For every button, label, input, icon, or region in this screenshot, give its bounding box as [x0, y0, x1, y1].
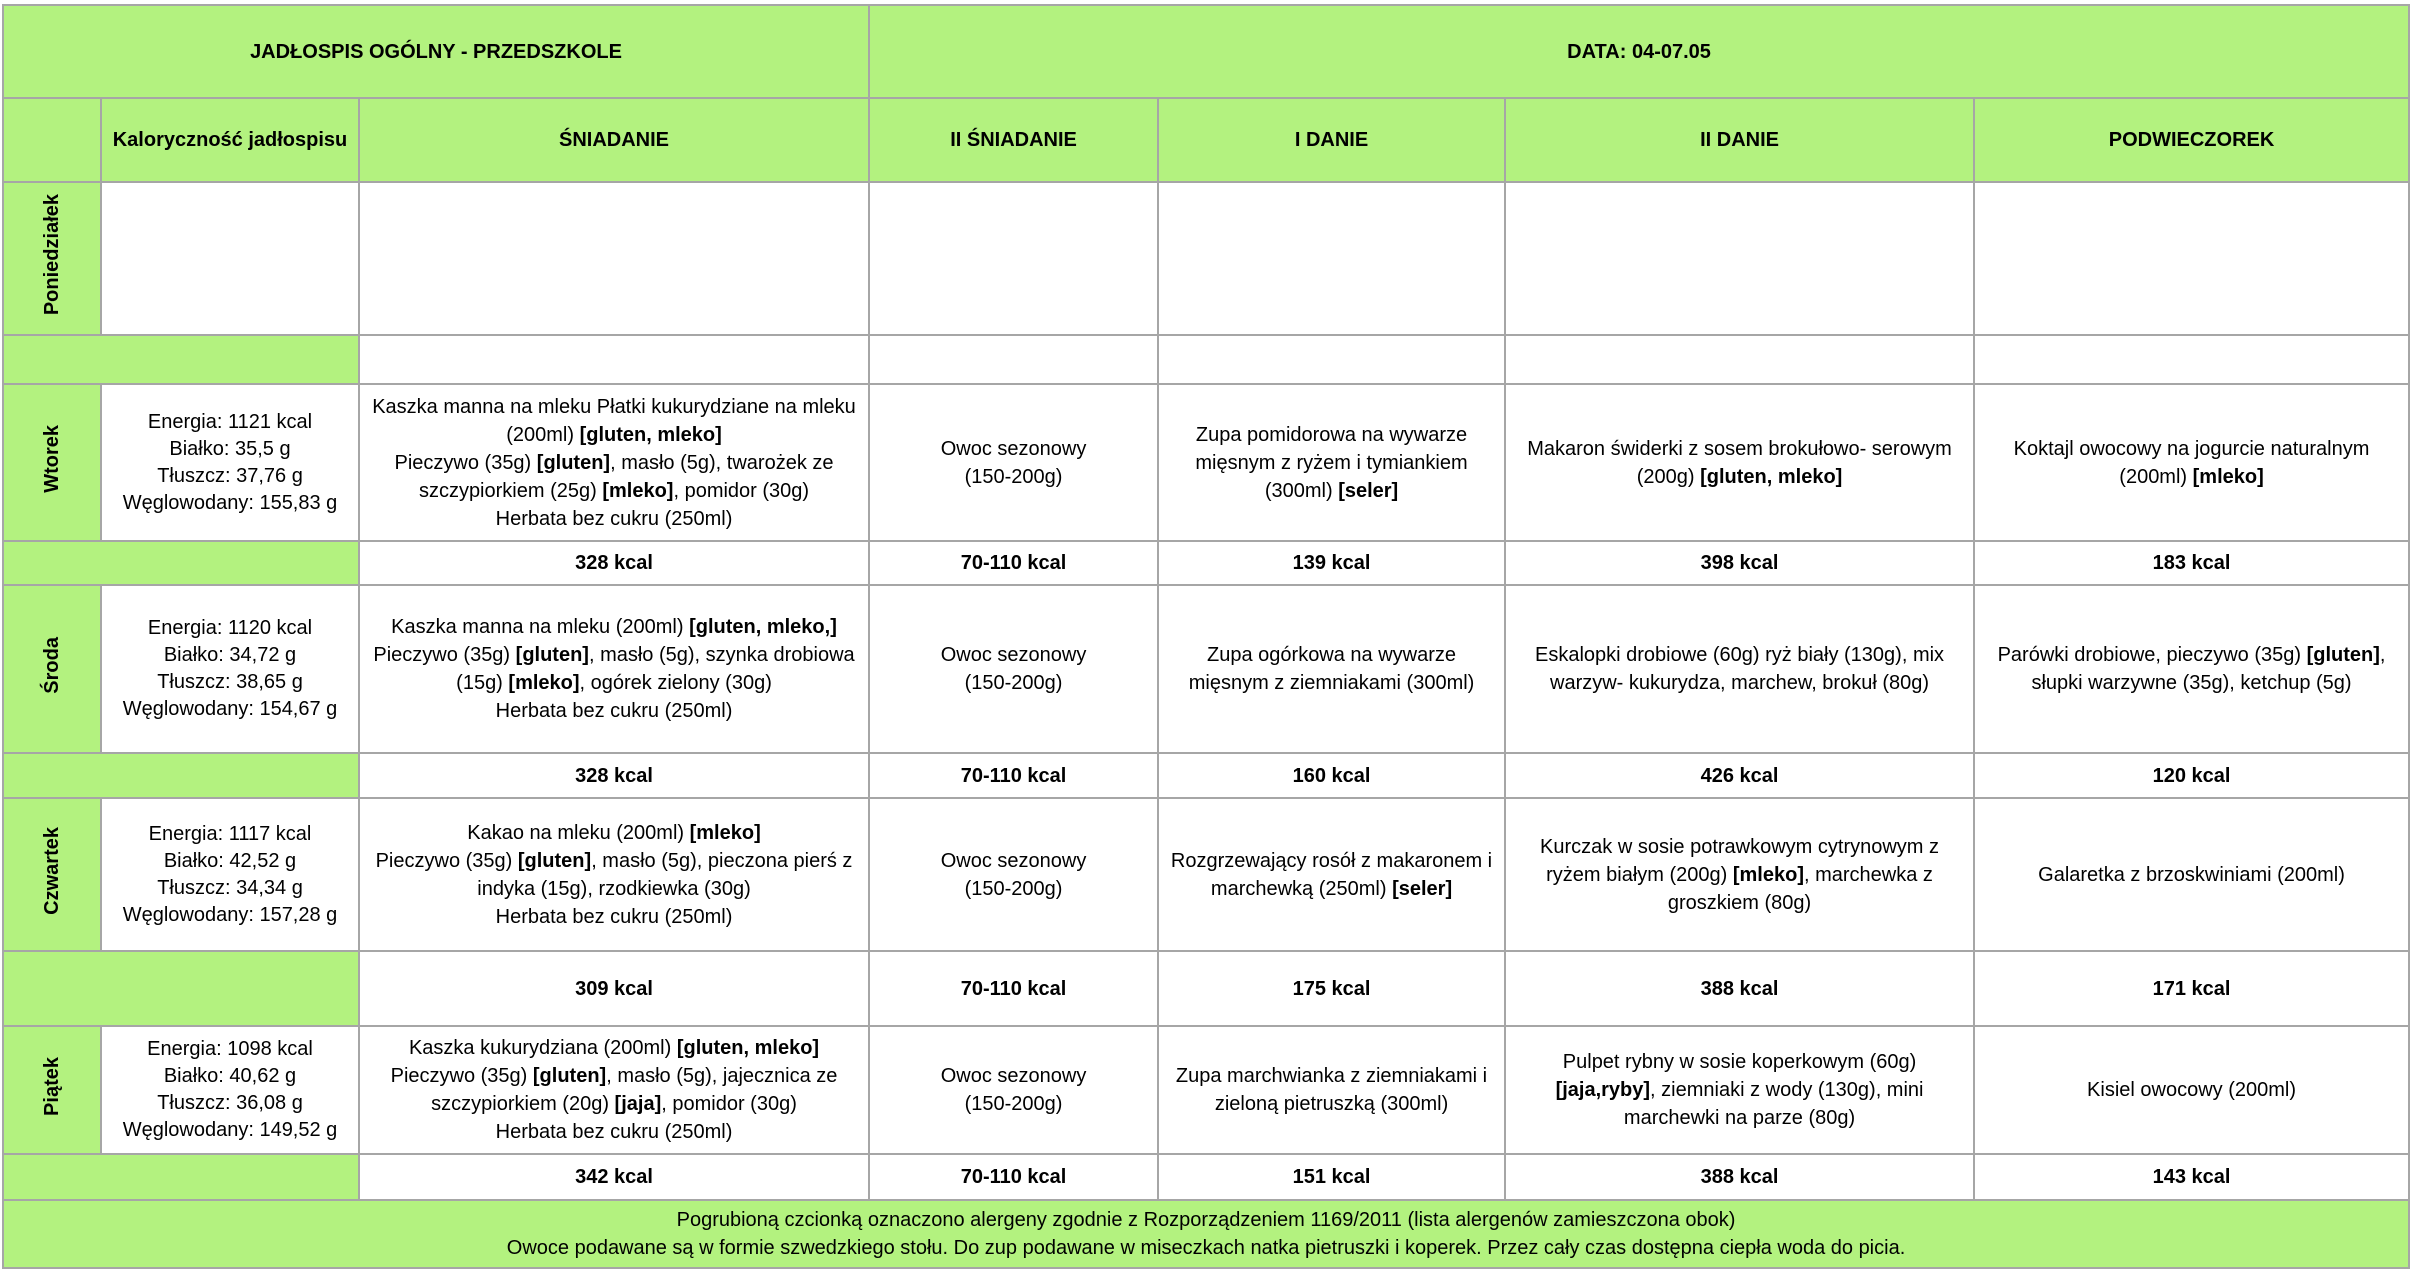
- friday-kcal-breakfast: 342 kcal: [359, 1154, 869, 1200]
- monday-kcal-second-course: [1505, 335, 1974, 384]
- tuesday-breakfast: Kaszka manna na mleku Płatki kukurydziane na mleku (200ml) [gluten, mleko] Pieczywo (35g) [gluten], masło (5g), twarożek ze szczypiorkiem (25g) [mleko], pomidor (30g) Herbata bez cukru (250ml): [359, 384, 869, 541]
- tuesday-kcal-second-course: 398 kcal: [1505, 541, 1974, 585]
- day-label-tuesday: Wtorek: [3, 384, 101, 541]
- day-label-monday: Poniedziałek: [3, 182, 101, 335]
- thursday-kcal-breakfast: 309 kcal: [359, 951, 869, 1026]
- allergen-tag: [gluten, mleko]: [579, 423, 722, 446]
- allergen-tag: [mleko]: [508, 672, 580, 694]
- nutrition-protein: Białko: 42,52 g: [163, 849, 297, 872]
- wednesday-kcal-snack: 120 kcal: [1974, 753, 2409, 798]
- col-header-second-course: II DANIE: [1505, 98, 1974, 182]
- friday-second-course: Pulpet rybny w sosie koperkowym (60g) [jaja,ryby], ziemniaki z wody (130g), mini marchewki na parze (80g): [1505, 1026, 1974, 1154]
- allergen-tag: [jaja]: [614, 1093, 662, 1115]
- friday-kcal-label: [3, 1154, 359, 1200]
- nutrition-fat: Tłuszcz: 38,65 g: [157, 671, 303, 693]
- tuesday-nutrition: [101, 384, 359, 541]
- friday-first-course: Zupa marchwianka z ziemniakami i zieloną pietruszką (300ml): [1158, 1026, 1505, 1154]
- friday-nutrition: [101, 1026, 359, 1154]
- tuesday-kcal-snack: 183 kcal: [1974, 541, 2409, 585]
- wednesday-kcal-breakfast: 328 kcal: [359, 753, 869, 798]
- menu-title: JADŁOSPIS OGÓLNY - PRZEDSZKOLE: [3, 5, 869, 98]
- menu-table: [2, 4, 2410, 1269]
- thursday-nutrition: [101, 798, 359, 951]
- nutrition-carbs: Węglowodany: 157,28 g: [122, 903, 338, 926]
- wednesday-kcal-label: [3, 753, 359, 798]
- allergen-tag: [seler]: [1338, 479, 1399, 502]
- monday-second-course: [1505, 182, 1974, 335]
- allergen-tag: [gluten, mleko]: [1700, 465, 1843, 488]
- allergen-tag: [gluten]: [517, 849, 592, 872]
- wednesday-breakfast: Kaszka manna na mleku (200ml) [gluten, mleko,] Pieczywo (35g) [gluten], masło (5g), szynka drobiowa (15g) [mleko], ogórek zielony (30g) Herbata bez cukru (250ml): [359, 585, 869, 753]
- allergen-tag: [jaja,ryby]: [1555, 1079, 1651, 1101]
- tuesday-kcal-second-breakfast: 70-110 kcal: [869, 541, 1158, 585]
- wednesday-first-course: Zupa ogórkowa na wywarze mięsnym z ziemniakami (300ml): [1158, 585, 1505, 753]
- tuesday-second-course: Makaron świderki z sosem brokułowo- serowym (200g) [gluten, mleko]: [1505, 384, 1974, 541]
- allergen-tag: [mleko]: [2192, 465, 2264, 488]
- allergen-tag: [gluten, mleko]: [676, 1037, 820, 1059]
- tuesday-kcal-breakfast: 328 kcal: [359, 541, 869, 585]
- wednesday-nutrition: [101, 585, 359, 753]
- nutrition-carbs: Węglowodany: 149,52 g: [122, 1119, 338, 1141]
- wednesday-second-course: Eskalopki drobiowe (60g) ryż biały (130g), mix warzyw- kukurydza, marchew, brokuł (80g): [1505, 585, 1974, 753]
- corner-cell: [3, 98, 101, 182]
- monday-kcal-label: [3, 335, 359, 384]
- thursday-kcal-label: [3, 951, 359, 1026]
- menu-date: DATA: 04-07.05: [869, 5, 2409, 98]
- wednesday-kcal-second-breakfast: 70-110 kcal: [869, 753, 1158, 798]
- monday-breakfast: [359, 182, 869, 335]
- nutrition-protein: Białko: 35,5 g: [169, 437, 291, 460]
- tuesday-kcal-first-course: 139 kcal: [1158, 541, 1505, 585]
- footer-notes: [3, 1200, 2409, 1268]
- allergen-tag: [mleko]: [1732, 863, 1804, 886]
- monday-kcal-second-breakfast: [869, 335, 1158, 384]
- day-label-friday: Piątek: [3, 1026, 101, 1154]
- thursday-kcal-second-breakfast: 70-110 kcal: [869, 951, 1158, 1026]
- tuesday-first-course: Zupa pomidorowa na wywarze mięsnym z ryżem i tymiankiem (300ml) [seler]: [1158, 384, 1505, 541]
- thursday-kcal-snack: 171 kcal: [1974, 951, 2409, 1026]
- tuesday-snack: Koktajl owocowy na jogurcie naturalnym (200ml) [mleko]: [1974, 384, 2409, 541]
- allergen-tag: [gluten]: [536, 451, 611, 474]
- wednesday-snack: Parówki drobiowe, pieczywo (35g) [gluten], słupki warzywne (35g), ketchup (5g): [1974, 585, 2409, 753]
- allergen-tag: [gluten, mleko,]: [689, 616, 837, 638]
- nutrition-energy: Energia: 1120 kcal: [147, 617, 313, 639]
- col-header-second-breakfast: II ŚNIADANIE: [869, 98, 1158, 182]
- tuesday-kcal-label: [3, 541, 359, 585]
- wednesday-kcal-first-course: 160 kcal: [1158, 753, 1505, 798]
- friday-breakfast: Kaszka kukurydziana (200ml) [gluten, mleko] Pieczywo (35g) [gluten], masło (5g), jajecznica ze szczypiorkiem (20g) [jaja], pomidor (30g) Herbata bez cukru (250ml): [359, 1026, 869, 1154]
- nutrition-energy: Energia: 1098 kcal: [147, 1038, 313, 1060]
- monday-kcal-breakfast: [359, 335, 869, 384]
- friday-second-breakfast: Owoc sezonowy (150-200g): [869, 1026, 1158, 1154]
- nutrition-fat: Tłuszcz: 36,08 g: [157, 1092, 303, 1114]
- nutrition-carbs: Węglowodany: 154,67 g: [122, 698, 338, 720]
- friday-kcal-snack: 143 kcal: [1974, 1154, 2409, 1200]
- monday-second-breakfast: [869, 182, 1158, 335]
- nutrition-carbs: Węglowodany: 155,83 g: [122, 491, 338, 514]
- allergen-tag: [gluten]: [532, 1065, 607, 1087]
- day-label-thursday: Czwartek: [3, 798, 101, 951]
- allergen-tag: [mleko]: [602, 479, 674, 502]
- col-header-snack: PODWIECZOREK: [1974, 98, 2409, 182]
- nutrition-fat: Tłuszcz: 34,34 g: [157, 876, 303, 899]
- day-label-wednesday: Środa: [3, 585, 101, 753]
- allergen-tag: [gluten]: [515, 644, 589, 666]
- monday-kcal-snack: [1974, 335, 2409, 384]
- tuesday-second-breakfast: Owoc sezonowy (150-200g): [869, 384, 1158, 541]
- friday-snack: Kisiel owocowy (200ml): [1974, 1026, 2409, 1154]
- thursday-first-course: Rozgrzewający rosół z makaronem i marchewką (250ml) [seler]: [1158, 798, 1505, 951]
- footer-info-note: Owoce podawane są w formie szwedzkiego stołu. Do zup podawane w miseczkach natka pietruszki i koperek. Przez cały czas dostępna ciepła woda do picia.: [506, 1237, 1906, 1259]
- col-header-breakfast: ŚNIADANIE: [359, 98, 869, 182]
- monday-first-course: [1158, 182, 1505, 335]
- friday-kcal-second-breakfast: 70-110 kcal: [869, 1154, 1158, 1200]
- friday-kcal-second-course: 388 kcal: [1505, 1154, 1974, 1200]
- nutrition-protein: Białko: 40,62 g: [163, 1065, 297, 1087]
- thursday-breakfast: Kakao na mleku (200ml) [mleko] Pieczywo (35g) [gluten], masło (5g), pieczona pierś z indyka (15g), rzodkiewka (30g) Herbata bez cukru (250ml): [359, 798, 869, 951]
- nutrition-protein: Białko: 34,72 g: [163, 644, 297, 666]
- wednesday-second-breakfast: Owoc sezonowy (150-200g): [869, 585, 1158, 753]
- thursday-snack: Galaretka z brzoskwiniami (200ml): [1974, 798, 2409, 951]
- monday-kcal-first-course: [1158, 335, 1505, 384]
- thursday-second-course: Kurczak w sosie potrawkowym cytrynowym z ryżem białym (200g) [mleko], marchewka z groszkiem (80g): [1505, 798, 1974, 951]
- col-header-first-course: I DANIE: [1158, 98, 1505, 182]
- friday-kcal-first-course: 151 kcal: [1158, 1154, 1505, 1200]
- wednesday-kcal-second-course: 426 kcal: [1505, 753, 1974, 798]
- thursday-kcal-second-course: 388 kcal: [1505, 951, 1974, 1026]
- allergen-tag: [mleko]: [689, 821, 761, 844]
- thursday-second-breakfast: Owoc sezonowy (150-200g): [869, 798, 1158, 951]
- allergen-tag: [seler]: [1392, 877, 1453, 900]
- nutrition-energy: Energia: 1121 kcal: [147, 410, 313, 433]
- thursday-kcal-first-course: 175 kcal: [1158, 951, 1505, 1026]
- col-header-calories: Kaloryczność jadłospisu: [101, 98, 359, 182]
- allergen-tag: [gluten]: [2306, 644, 2380, 666]
- nutrition-fat: Tłuszcz: 37,76 g: [157, 464, 303, 487]
- monday-snack: [1974, 182, 2409, 335]
- nutrition-energy: Energia: 1117 kcal: [148, 822, 312, 845]
- footer-allergen-note: Pogrubioną czcionką oznaczono alergeny zgodnie z Rozporządzeniem 1169/2011 (lista alergenów zamieszczona obok): [676, 1209, 1736, 1231]
- monday-calories: [101, 182, 359, 335]
